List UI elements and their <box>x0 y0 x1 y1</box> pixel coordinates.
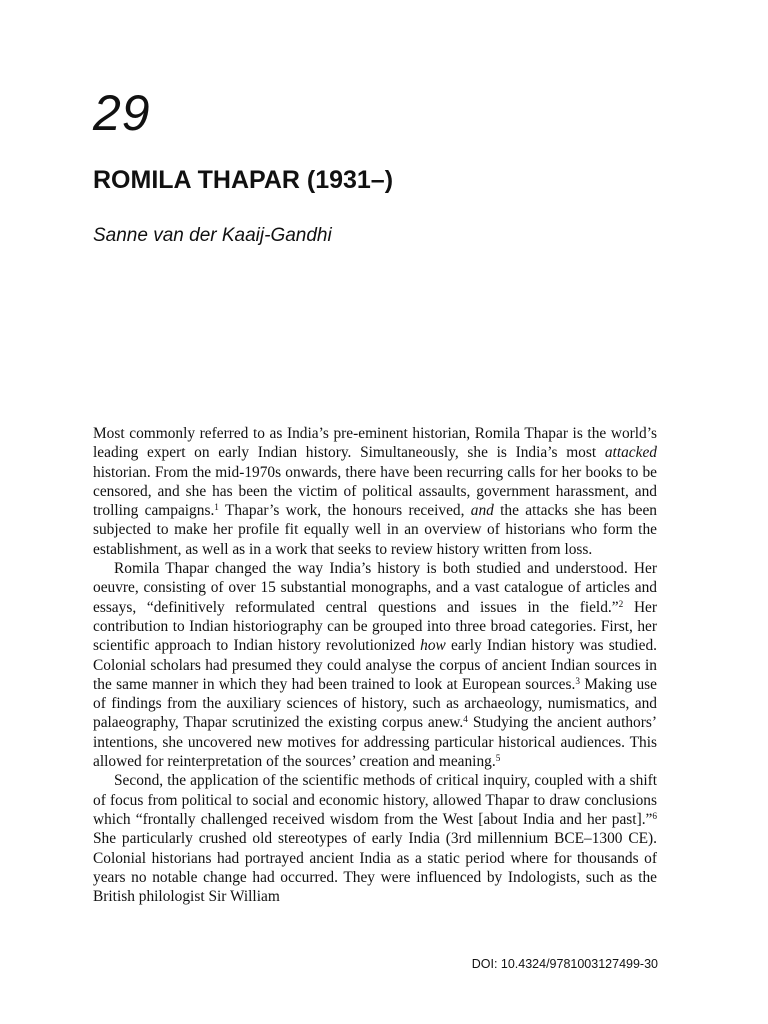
footnote-ref: 3 <box>575 675 580 686</box>
emphasis-text: how <box>420 637 446 655</box>
text-run: Romila Thapar changed the way India’s history is both studied and understood. Her oeuvre, consisting of over 15 substantial monographs, and a vast catalogue of articles and essays, “definitively reformulated central questions and issues in the field.” <box>93 560 657 616</box>
footnote-ref: 5 <box>495 752 501 763</box>
chapter-author: Sanne van der Kaaij-Gandhi <box>93 225 332 246</box>
chapter-number: 29 <box>93 85 151 141</box>
body-text <box>93 424 657 906</box>
text-run: Thapar’s work, the honours received, <box>218 502 471 520</box>
footnote-ref: 6 <box>652 810 657 821</box>
text-run: Studying the ancient authors’ intentions, she uncovered new motives for addressing particular historical audiences. This allowed for reinterpretation of the sources’ creation and meaning. <box>93 714 657 771</box>
footnote-ref: 2 <box>618 598 624 609</box>
text-run: Making use of findings from the auxiliary sciences of history, such as archaeology, numismatics, and palaeography, Thapar scrutinized the existing corpus anew. <box>93 675 657 732</box>
chapter-title: ROMILA THAPAR (1931–) <box>93 166 394 194</box>
text-run: She particularly crushed old stereotypes of early India (3rd millennium BCE–1300 CE). Colonial historians had portrayed ancient India as a static period where for thousands of years no notable change had occurred. They were influenced by Indologists, such as the British philologist Sir William <box>93 830 657 906</box>
paragraph <box>93 771 657 906</box>
doi-footer: DOI: 10.4324/9781003127499-30 <box>471 957 658 971</box>
footnote-ref: 1 <box>214 502 219 513</box>
text-run: Most commonly referred to as India’s pre-eminent historian, Romila Thapar is the world’s leading expert on early Indian history. Simultaneously, she is India’s most <box>93 425 657 462</box>
paragraph <box>93 424 657 559</box>
paragraph <box>93 559 657 771</box>
text-run: the attacks she has been subjected to make her profile fit equally well in an overview of historians who form the establishment, as well as in a work that seeks to review history written from loss. <box>93 502 658 558</box>
footnote-ref: 4 <box>463 714 468 725</box>
emphasis-text: and <box>470 502 494 520</box>
text-run: historian. From the mid-1970s onwards, there have been recurring calls for her books to be censored, and she has been the victim of political assaults, government harassment, and trolling campaigns. <box>93 463 657 520</box>
text-run: Second, the application of the scientific methods of critical inquiry, coupled with a shift of focus from political to social and economic history, allowed Thapar to draw conclusions which “frontally challenged received wisdom from the West [about India and her past].” <box>93 772 657 828</box>
text-run: early Indian history was studied. Colonial scholars had presumed they could analyse the corpus of ancient Indian sources in the same manner in which they had been trained to look at European sources. <box>93 637 657 693</box>
emphasis-text: attacked <box>604 444 657 462</box>
text-run: Her contribution to Indian historiography can be grouped into three broad categories. First, her scientific approach to Indian history revolutionized <box>93 598 658 655</box>
